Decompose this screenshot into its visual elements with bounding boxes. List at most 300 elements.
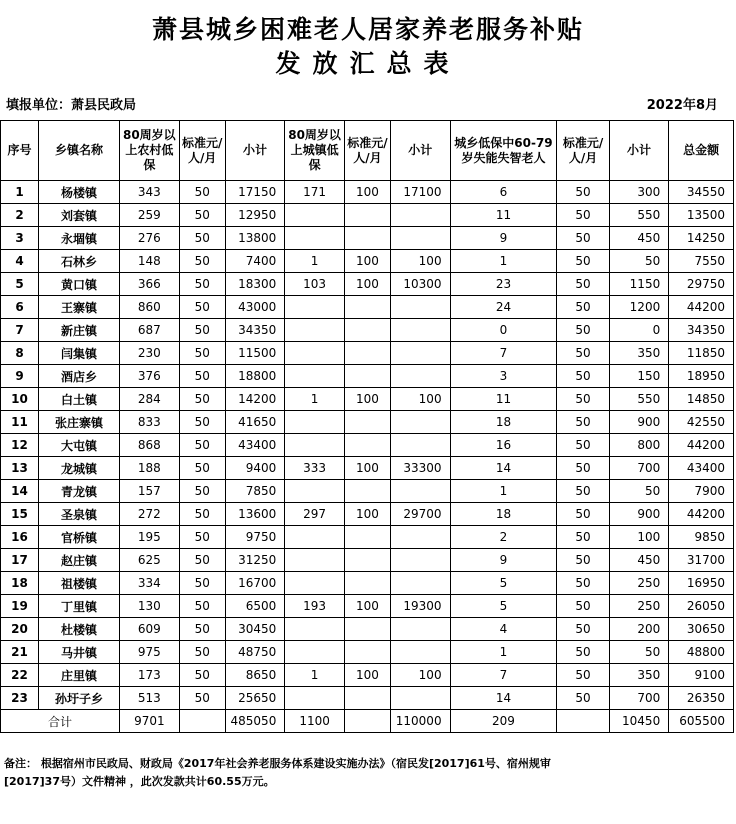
- rural-subtotal-cell: 18800: [225, 365, 285, 388]
- rural-standard-cell: 50: [179, 480, 225, 503]
- table-row: [1, 572, 734, 595]
- rural-count-cell: 157: [120, 480, 180, 503]
- disabled-subtotal-cell: 250: [609, 572, 669, 595]
- row-index-cell: 23: [1, 687, 39, 710]
- report-date: 2022年8月: [646, 98, 718, 113]
- row-index-cell: 4: [1, 250, 39, 273]
- row-index-cell: 19: [1, 595, 39, 618]
- disabled-subtotal-cell: 900: [609, 503, 669, 526]
- row-index-cell: 10: [1, 388, 39, 411]
- row-index-cell: 6: [1, 296, 39, 319]
- town-name-cell: 酒店乡: [38, 365, 119, 388]
- row-total-cell: 30650: [669, 618, 734, 641]
- urban-subtotal-cell: 17100: [391, 181, 451, 204]
- rural-standard-cell: 50: [179, 595, 225, 618]
- town-name-cell: 龙城镇: [38, 457, 119, 480]
- urban-standard-cell: 100: [344, 457, 390, 480]
- rural-count-cell: 188: [120, 457, 180, 480]
- urban-standard-cell: 100: [344, 388, 390, 411]
- disabled-standard-cell: 50: [557, 641, 609, 664]
- row-index-cell: 20: [1, 618, 39, 641]
- disabled-subtotal-cell: 200: [609, 618, 669, 641]
- row-index-cell: 5: [1, 273, 39, 296]
- town-name-cell: 孙圩子乡: [38, 687, 119, 710]
- rural-subtotal-cell: 9400: [225, 457, 285, 480]
- rural-standard-cell: 50: [179, 365, 225, 388]
- rural-standard-cell: 50: [179, 618, 225, 641]
- disabled-subtotal-cell: 900: [609, 411, 669, 434]
- disabled-count-cell: 1: [450, 641, 557, 664]
- rural-standard-cell: 50: [179, 411, 225, 434]
- urban-subtotal-cell: 100: [391, 250, 451, 273]
- rural-subtotal-cell: 30450: [225, 618, 285, 641]
- disabled-standard-cell: 50: [557, 480, 609, 503]
- disabled-subtotal-cell: 800: [609, 434, 669, 457]
- urban-standard-cell: 100: [344, 181, 390, 204]
- row-total-cell: 26050: [669, 595, 734, 618]
- row-total-cell: 42550: [669, 411, 734, 434]
- rural-count-cell: 343: [120, 181, 180, 204]
- urban-count-cell: [285, 342, 345, 365]
- header-cell: 总金额: [669, 121, 734, 181]
- urban-standard-cell: [344, 365, 390, 388]
- town-name-cell: 青龙镇: [38, 480, 119, 503]
- rural-subtotal-cell: 43000: [225, 296, 285, 319]
- rural-standard-cell: 50: [179, 572, 225, 595]
- row-total-cell: 9100: [669, 664, 734, 687]
- row-total-cell: 11850: [669, 342, 734, 365]
- rural-subtotal-cell: 16700: [225, 572, 285, 595]
- rural-subtotal-cell: 14200: [225, 388, 285, 411]
- disabled-standard-cell: 50: [557, 595, 609, 618]
- urban-count-cell: [285, 687, 345, 710]
- town-name-cell: 赵庄镇: [38, 549, 119, 572]
- urban-count-cell: [285, 411, 345, 434]
- table-row: [1, 388, 734, 411]
- urban-count-cell: [285, 204, 345, 227]
- table-row: [1, 526, 734, 549]
- rural-standard-cell: 50: [179, 641, 225, 664]
- disabled-count-cell: 0: [450, 319, 557, 342]
- total-disabled-count: 209: [450, 710, 557, 733]
- urban-standard-cell: [344, 687, 390, 710]
- table-row: [1, 273, 734, 296]
- table-row: [1, 227, 734, 250]
- rural-standard-cell: 50: [179, 388, 225, 411]
- rural-subtotal-cell: 18300: [225, 273, 285, 296]
- disabled-standard-cell: 50: [557, 664, 609, 687]
- disabled-standard-cell: 50: [557, 296, 609, 319]
- urban-count-cell: [285, 319, 345, 342]
- urban-standard-cell: [344, 319, 390, 342]
- header-cell: 标准元/人/月: [179, 121, 225, 181]
- town-name-cell: 庄里镇: [38, 664, 119, 687]
- table-row: [1, 641, 734, 664]
- rural-subtotal-cell: 12950: [225, 204, 285, 227]
- rural-standard-cell: 50: [179, 273, 225, 296]
- row-total-cell: 9850: [669, 526, 734, 549]
- disabled-subtotal-cell: 350: [609, 342, 669, 365]
- disabled-subtotal-cell: 550: [609, 388, 669, 411]
- urban-subtotal-cell: 10300: [391, 273, 451, 296]
- urban-count-cell: [285, 526, 345, 549]
- total-rural-subtotal: 485050: [225, 710, 285, 733]
- disabled-count-cell: 11: [450, 388, 557, 411]
- urban-standard-cell: 100: [344, 595, 390, 618]
- row-index-cell: 18: [1, 572, 39, 595]
- row-index-cell: 3: [1, 227, 39, 250]
- town-name-cell: 祖楼镇: [38, 572, 119, 595]
- disabled-count-cell: 2: [450, 526, 557, 549]
- disabled-subtotal-cell: 700: [609, 687, 669, 710]
- rural-count-cell: 625: [120, 549, 180, 572]
- rural-subtotal-cell: 11500: [225, 342, 285, 365]
- disabled-standard-cell: 50: [557, 687, 609, 710]
- rural-count-cell: 687: [120, 319, 180, 342]
- rural-count-cell: 173: [120, 664, 180, 687]
- empty-cell: [557, 710, 609, 733]
- town-name-cell: 张庄寨镇: [38, 411, 119, 434]
- table-row: [1, 595, 734, 618]
- row-total-cell: 14250: [669, 227, 734, 250]
- table-row: [1, 342, 734, 365]
- rural-subtotal-cell: 34350: [225, 319, 285, 342]
- disabled-standard-cell: 50: [557, 618, 609, 641]
- empty-cell: [179, 710, 225, 733]
- urban-count-cell: 333: [285, 457, 345, 480]
- row-total-cell: 14850: [669, 388, 734, 411]
- rural-count-cell: 975: [120, 641, 180, 664]
- rural-count-cell: 860: [120, 296, 180, 319]
- urban-count-cell: [285, 365, 345, 388]
- header-cell: 80周岁以上农村低保: [120, 121, 180, 181]
- urban-count-cell: 1: [285, 250, 345, 273]
- row-total-cell: 26350: [669, 687, 734, 710]
- total-rural-count: 9701: [120, 710, 180, 733]
- urban-count-cell: 193: [285, 595, 345, 618]
- rural-subtotal-cell: 6500: [225, 595, 285, 618]
- rural-standard-cell: 50: [179, 204, 225, 227]
- row-total-cell: 44200: [669, 434, 734, 457]
- urban-count-cell: 1: [285, 388, 345, 411]
- urban-standard-cell: [344, 572, 390, 595]
- rural-subtotal-cell: 9750: [225, 526, 285, 549]
- disabled-subtotal-cell: 1200: [609, 296, 669, 319]
- row-total-cell: 31700: [669, 549, 734, 572]
- table-row: [1, 503, 734, 526]
- town-name-cell: 石林乡: [38, 250, 119, 273]
- rural-count-cell: 833: [120, 411, 180, 434]
- row-index-cell: 11: [1, 411, 39, 434]
- disabled-standard-cell: 50: [557, 549, 609, 572]
- disabled-count-cell: 16: [450, 434, 557, 457]
- town-name-cell: 官桥镇: [38, 526, 119, 549]
- disabled-count-cell: 7: [450, 342, 557, 365]
- disabled-count-cell: 1: [450, 250, 557, 273]
- rural-subtotal-cell: 43400: [225, 434, 285, 457]
- total-urban-count: 1100: [285, 710, 345, 733]
- urban-subtotal-cell: [391, 411, 451, 434]
- rural-count-cell: 868: [120, 434, 180, 457]
- total-disabled-subtotal: 10450: [609, 710, 669, 733]
- urban-standard-cell: 100: [344, 503, 390, 526]
- urban-count-cell: [285, 296, 345, 319]
- town-name-cell: 圣泉镇: [38, 503, 119, 526]
- table-row: [1, 664, 734, 687]
- rural-subtotal-cell: 13600: [225, 503, 285, 526]
- rural-count-cell: 513: [120, 687, 180, 710]
- table-row: [1, 457, 734, 480]
- urban-count-cell: 297: [285, 503, 345, 526]
- header-cell: 小计: [225, 121, 285, 181]
- urban-standard-cell: [344, 641, 390, 664]
- town-name-cell: 马井镇: [38, 641, 119, 664]
- row-index-cell: 7: [1, 319, 39, 342]
- urban-count-cell: [285, 227, 345, 250]
- rural-subtotal-cell: 41650: [225, 411, 285, 434]
- town-name-cell: 丁里镇: [38, 595, 119, 618]
- table-body: [1, 181, 734, 710]
- rural-standard-cell: 50: [179, 250, 225, 273]
- total-label: 合计: [1, 710, 120, 733]
- row-total-cell: 13500: [669, 204, 734, 227]
- town-name-cell: 黄口镇: [38, 273, 119, 296]
- rural-standard-cell: 50: [179, 549, 225, 572]
- disabled-count-cell: 5: [450, 595, 557, 618]
- rural-standard-cell: 50: [179, 434, 225, 457]
- disabled-count-cell: 18: [450, 411, 557, 434]
- total-urban-subtotal: 110000: [391, 710, 451, 733]
- urban-subtotal-cell: 29700: [391, 503, 451, 526]
- row-index-cell: 2: [1, 204, 39, 227]
- subsidy-table: [0, 120, 734, 733]
- table-row: [1, 434, 734, 457]
- header-cell: 标准元/人/月: [344, 121, 390, 181]
- urban-count-cell: 1: [285, 664, 345, 687]
- rural-subtotal-cell: 25650: [225, 687, 285, 710]
- urban-count-cell: [285, 434, 345, 457]
- rural-standard-cell: 50: [179, 227, 225, 250]
- disabled-subtotal-cell: 300: [609, 181, 669, 204]
- disabled-standard-cell: 50: [557, 388, 609, 411]
- urban-standard-cell: [344, 480, 390, 503]
- disabled-subtotal-cell: 100: [609, 526, 669, 549]
- urban-count-cell: [285, 618, 345, 641]
- urban-standard-cell: [344, 549, 390, 572]
- footnote: [4, 755, 730, 791]
- disabled-standard-cell: 50: [557, 204, 609, 227]
- disabled-subtotal-cell: 550: [609, 204, 669, 227]
- row-index-cell: 15: [1, 503, 39, 526]
- disabled-standard-cell: 50: [557, 342, 609, 365]
- disabled-standard-cell: 50: [557, 250, 609, 273]
- urban-subtotal-cell: [391, 227, 451, 250]
- urban-subtotal-cell: [391, 549, 451, 572]
- row-total-cell: 18950: [669, 365, 734, 388]
- town-name-cell: 闫集镇: [38, 342, 119, 365]
- header-cell: 序号: [1, 121, 39, 181]
- row-index-cell: 13: [1, 457, 39, 480]
- header-cell: 标准元/人/月: [557, 121, 609, 181]
- disabled-subtotal-cell: 250: [609, 595, 669, 618]
- rural-standard-cell: 50: [179, 181, 225, 204]
- rural-subtotal-cell: 7850: [225, 480, 285, 503]
- rural-count-cell: 130: [120, 595, 180, 618]
- disabled-standard-cell: 50: [557, 273, 609, 296]
- header-cell: 80周岁以上城镇低保: [285, 121, 345, 181]
- rural-standard-cell: 50: [179, 664, 225, 687]
- urban-standard-cell: [344, 296, 390, 319]
- urban-subtotal-cell: 100: [391, 388, 451, 411]
- urban-count-cell: [285, 480, 345, 503]
- urban-subtotal-cell: [391, 526, 451, 549]
- row-total-cell: 16950: [669, 572, 734, 595]
- disabled-subtotal-cell: 50: [609, 641, 669, 664]
- table-row: [1, 480, 734, 503]
- table-row: [1, 365, 734, 388]
- row-index-cell: 8: [1, 342, 39, 365]
- row-index-cell: 14: [1, 480, 39, 503]
- town-name-cell: 杜楼镇: [38, 618, 119, 641]
- urban-count-cell: [285, 549, 345, 572]
- town-name-cell: 杨楼镇: [38, 181, 119, 204]
- disabled-count-cell: 18: [450, 503, 557, 526]
- disabled-standard-cell: 50: [557, 434, 609, 457]
- urban-standard-cell: 100: [344, 273, 390, 296]
- rural-subtotal-cell: 8650: [225, 664, 285, 687]
- row-total-cell: 44200: [669, 503, 734, 526]
- row-index-cell: 17: [1, 549, 39, 572]
- rural-count-cell: 272: [120, 503, 180, 526]
- disabled-subtotal-cell: 1150: [609, 273, 669, 296]
- urban-subtotal-cell: [391, 618, 451, 641]
- urban-subtotal-cell: 33300: [391, 457, 451, 480]
- disabled-count-cell: 9: [450, 549, 557, 572]
- row-total-cell: 43400: [669, 457, 734, 480]
- disabled-standard-cell: 50: [557, 572, 609, 595]
- disabled-standard-cell: 50: [557, 503, 609, 526]
- urban-subtotal-cell: 100: [391, 664, 451, 687]
- disabled-count-cell: 7: [450, 664, 557, 687]
- rural-subtotal-cell: 48750: [225, 641, 285, 664]
- table-row: [1, 181, 734, 204]
- disabled-standard-cell: 50: [557, 227, 609, 250]
- urban-subtotal-cell: [391, 572, 451, 595]
- rural-count-cell: 376: [120, 365, 180, 388]
- urban-count-cell: 171: [285, 181, 345, 204]
- grand-total: 605500: [669, 710, 734, 733]
- urban-subtotal-cell: [391, 204, 451, 227]
- rural-standard-cell: 50: [179, 319, 225, 342]
- row-index-cell: 1: [1, 181, 39, 204]
- page-subtitle: 发放汇总表: [275, 49, 461, 78]
- rural-count-cell: 366: [120, 273, 180, 296]
- town-name-cell: 刘套镇: [38, 204, 119, 227]
- rural-subtotal-cell: 17150: [225, 181, 285, 204]
- table-row: [1, 250, 734, 273]
- disabled-subtotal-cell: 450: [609, 227, 669, 250]
- row-total-cell: 48800: [669, 641, 734, 664]
- row-total-cell: 44200: [669, 296, 734, 319]
- table-row: [1, 296, 734, 319]
- header-cell: 小计: [391, 121, 451, 181]
- disabled-subtotal-cell: 50: [609, 480, 669, 503]
- row-total-cell: 29750: [669, 273, 734, 296]
- disabled-standard-cell: 50: [557, 319, 609, 342]
- disabled-subtotal-cell: 450: [609, 549, 669, 572]
- disabled-standard-cell: 50: [557, 411, 609, 434]
- urban-standard-cell: 100: [344, 664, 390, 687]
- table-row: [1, 204, 734, 227]
- disabled-subtotal-cell: 0: [609, 319, 669, 342]
- rural-standard-cell: 50: [179, 526, 225, 549]
- disabled-count-cell: 9: [450, 227, 557, 250]
- disabled-count-cell: 5: [450, 572, 557, 595]
- urban-standard-cell: [344, 204, 390, 227]
- header-cell: 乡镇名称: [38, 121, 119, 181]
- footnote-line: [2017]37号）文件精神 ，此次发款共计60.55万元。: [4, 775, 275, 788]
- urban-count-cell: 103: [285, 273, 345, 296]
- town-name-cell: 白土镇: [38, 388, 119, 411]
- disabled-standard-cell: 50: [557, 365, 609, 388]
- table-row: [1, 549, 734, 572]
- urban-count-cell: [285, 572, 345, 595]
- table-row: [1, 618, 734, 641]
- disabled-subtotal-cell: 50: [609, 250, 669, 273]
- urban-count-cell: [285, 641, 345, 664]
- reporting-unit: 填报单位：萧县民政局: [6, 98, 137, 113]
- row-index-cell: 9: [1, 365, 39, 388]
- disabled-count-cell: 4: [450, 618, 557, 641]
- urban-standard-cell: [344, 618, 390, 641]
- urban-subtotal-cell: [391, 342, 451, 365]
- table-row: [1, 319, 734, 342]
- rural-count-cell: 259: [120, 204, 180, 227]
- urban-standard-cell: [344, 526, 390, 549]
- row-total-cell: 34350: [669, 319, 734, 342]
- disabled-count-cell: 14: [450, 687, 557, 710]
- rural-count-cell: 148: [120, 250, 180, 273]
- disabled-subtotal-cell: 350: [609, 664, 669, 687]
- rural-standard-cell: 50: [179, 457, 225, 480]
- page-title: 萧县城乡困难老人居家养老服务补贴: [151, 15, 584, 44]
- urban-subtotal-cell: [391, 296, 451, 319]
- urban-subtotal-cell: [391, 641, 451, 664]
- urban-standard-cell: [344, 342, 390, 365]
- rural-subtotal-cell: 31250: [225, 549, 285, 572]
- urban-subtotal-cell: 19300: [391, 595, 451, 618]
- rural-standard-cell: 50: [179, 503, 225, 526]
- rural-count-cell: 195: [120, 526, 180, 549]
- disabled-count-cell: 3: [450, 365, 557, 388]
- rural-count-cell: 230: [120, 342, 180, 365]
- row-index-cell: 22: [1, 664, 39, 687]
- urban-subtotal-cell: [391, 687, 451, 710]
- disabled-count-cell: 6: [450, 181, 557, 204]
- urban-standard-cell: 100: [344, 250, 390, 273]
- table-row: [1, 411, 734, 434]
- rural-subtotal-cell: 7400: [225, 250, 285, 273]
- town-name-cell: 新庄镇: [38, 319, 119, 342]
- disabled-count-cell: 11: [450, 204, 557, 227]
- disabled-subtotal-cell: 150: [609, 365, 669, 388]
- row-total-cell: 34550: [669, 181, 734, 204]
- rural-count-cell: 609: [120, 618, 180, 641]
- disabled-standard-cell: 50: [557, 457, 609, 480]
- rural-count-cell: 284: [120, 388, 180, 411]
- town-name-cell: 永堌镇: [38, 227, 119, 250]
- empty-cell: [344, 710, 390, 733]
